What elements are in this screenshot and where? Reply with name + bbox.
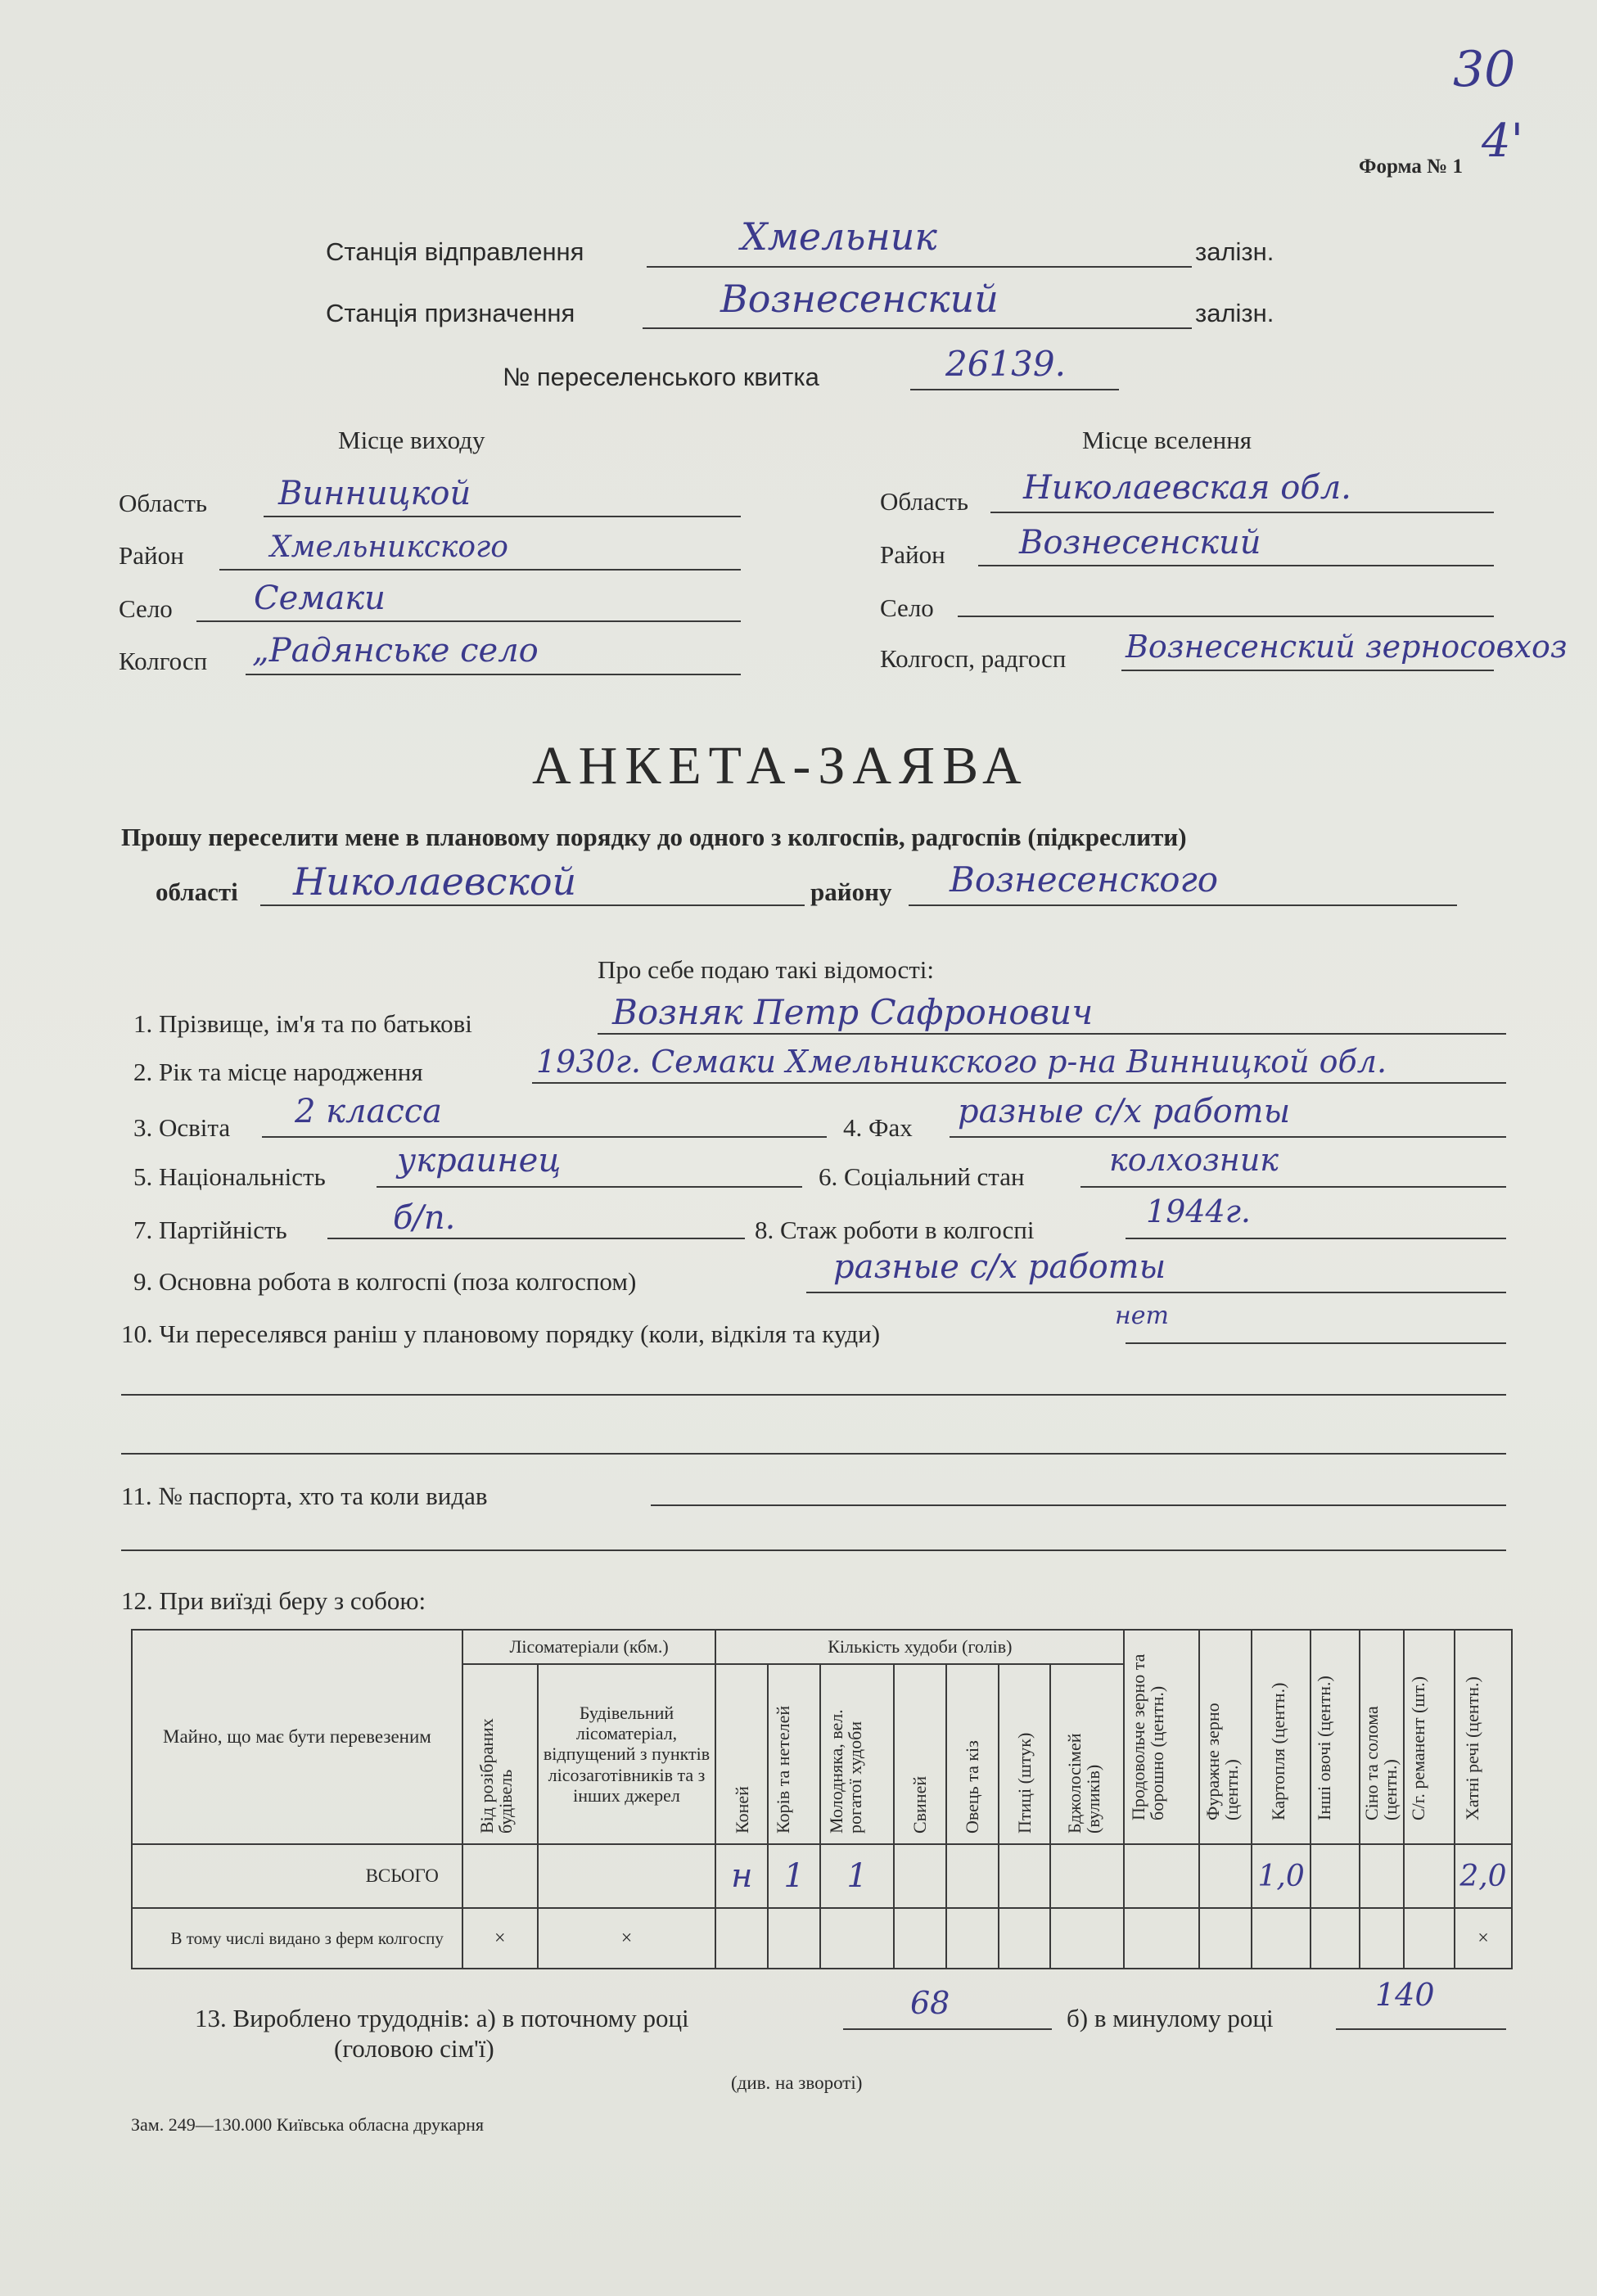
field-5-value: украинец <box>397 1142 562 1180</box>
exit-oblast-value: Винницкой <box>278 475 471 512</box>
field-5-label: 5. Національність <box>133 1162 326 1191</box>
field-10-label: 10. Чи переселявся раніш у плановому порядку (коли, відкіля та куди) <box>121 1319 881 1348</box>
request-oblast-value: Николаевской <box>293 859 577 904</box>
field-8-value: 1944г. <box>1146 1193 1251 1229</box>
settle-raion-value: Вознесенский <box>1019 524 1261 562</box>
field-12-label: 12. При виїзді беру з собою: <box>121 1586 426 1615</box>
workdays-sub: (головою сім'ї) <box>334 2034 494 2063</box>
grp-lumber-header: Лісоматеріали (кбм.) <box>462 1630 716 1664</box>
ticket-label: № переселенського квитка <box>503 363 819 391</box>
workdays-label: 13. Вироблено трудоднів: а) в поточному році <box>195 2004 689 2032</box>
col-bees-header: Бджолосімей (вуликів) <box>1050 1664 1124 1844</box>
field-6-value: колхозник <box>1109 1142 1279 1178</box>
workdays-prev-label: б) в минулому році <box>1067 2004 1274 2032</box>
field-2-label: 2. Рік та місце народження <box>133 1058 423 1086</box>
col-potato-header: Картопля (центн.) <box>1252 1630 1311 1844</box>
col-tools-header: С/г. реманент (шт.) <box>1404 1630 1455 1844</box>
col-cows-header: Корів та нетелей <box>768 1664 820 1844</box>
field-7-label: 7. Партійність <box>133 1216 287 1244</box>
rail-suffix-1: залізн. <box>1195 237 1274 266</box>
col-veg-header: Інші овочі (центн.) <box>1311 1630 1360 1844</box>
col-hay-header: Сіно та солома (центн.) <box>1360 1630 1404 1844</box>
workdays-prev-value: 140 <box>1375 1977 1435 2013</box>
field-1-label: 1. Прізвище, ім'я та по батькові <box>133 1009 472 1038</box>
col-sheep-header: Овець та кіз <box>946 1664 999 1844</box>
col-property-header: Майно, що має бути перевезеним <box>132 1630 462 1844</box>
field-3-value: 2 класса <box>295 1093 443 1130</box>
field-8-label: 8. Стаж роботи в колгоспі <box>755 1216 1035 1244</box>
field-3-label: 3. Освіта <box>133 1113 231 1142</box>
x-mark: × <box>538 1908 716 1969</box>
reverse-note: (див. на звороті) <box>731 2073 863 2093</box>
col-fodder-header: Фуражне зерно (центн.) <box>1199 1630 1252 1844</box>
total-household: 2,0 <box>1455 1844 1512 1908</box>
total-young: 1 <box>820 1844 894 1908</box>
x-mark: × <box>462 1908 538 1969</box>
info-heading: Про себе подаю такі відомості: <box>598 955 935 984</box>
request-raion-value: Вознесенского <box>950 859 1219 900</box>
field-1-value: Возняк Петр Сафронович <box>612 992 1094 1032</box>
row-total-label: ВСЬОГО <box>132 1844 462 1908</box>
field-2-value: 1930г. Семаки Хмельникского р-на Винницкой обл. <box>536 1044 1387 1080</box>
request-raion-label: району <box>810 877 892 906</box>
departure-label: Станція відправлення <box>326 237 584 266</box>
total-potato: 1,0 <box>1252 1844 1311 1908</box>
field-7-value: б/п. <box>393 1199 456 1237</box>
exit-oblast-label: Область <box>119 489 208 517</box>
request-text: Прошу переселити мене в плановому порядку до одного з колгоспів, радгоспів (підкреслити) <box>121 823 1187 851</box>
ticket-value: 26139. <box>945 344 1066 384</box>
field-9-value: разные с/х работы <box>833 1248 1166 1286</box>
settle-raion-label: Район <box>880 540 945 569</box>
rail-suffix-2: залізн. <box>1195 299 1274 327</box>
field-6-label: 6. Соціальний стан <box>819 1162 1025 1191</box>
settle-heading: Місце вселення <box>1082 426 1252 454</box>
workdays-current-value: 68 <box>910 1985 950 2021</box>
settle-selo-label: Село <box>880 593 934 622</box>
grp-livestock-header: Кількість худоби (голів) <box>715 1630 1124 1664</box>
total-horses: н <box>715 1844 768 1908</box>
col-birds-header: Птиці (штук) <box>999 1664 1051 1844</box>
col-household-header: Хатні речі (центн.) <box>1455 1630 1512 1844</box>
col-horses-header: Коней <box>715 1664 768 1844</box>
request-oblast-label: області <box>156 877 238 906</box>
exit-raion-label: Район <box>119 541 184 570</box>
exit-heading: Місце виходу <box>338 426 485 454</box>
x-mark: × <box>1455 1908 1512 1969</box>
col-pigs-header: Свиней <box>894 1664 946 1844</box>
total-cows: 1 <box>768 1844 820 1908</box>
field-10-value: нет <box>1115 1301 1169 1330</box>
field-9-label: 9. Основна робота в колгоспі (поза колгоспом) <box>133 1267 637 1296</box>
exit-selo-label: Село <box>119 594 173 623</box>
page-number: 30 <box>1453 41 1516 98</box>
row-farm-label: В тому числі видано з ферм колгоспу <box>132 1908 462 1969</box>
col-young-header: Молодняка, вел. рогатої худоби <box>820 1664 894 1844</box>
printer-imprint: Зам. 249—130.000 Київська обласна друкарня <box>131 2114 485 2135</box>
settle-kolhosp-label: Колгосп, радгосп <box>880 644 1067 673</box>
exit-selo-value: Семаки <box>254 580 386 617</box>
col-building-lumber-header: Будівельний лісоматеріал, відпущений з пунктів лісозаготівників та з інших джерел <box>538 1664 716 1844</box>
arrival-label: Станція призначення <box>326 299 575 327</box>
form-number: Форма № 1 <box>1359 156 1463 178</box>
col-grain-header: Продовольче зерно та борошно (центн.) <box>1124 1630 1199 1844</box>
settle-oblast-label: Область <box>880 487 969 516</box>
exit-raion-value: Хмельникского <box>270 530 508 564</box>
field-4-label: 4. Фах <box>843 1113 913 1142</box>
form-title: АНКЕТА-ЗАЯВА <box>532 736 1029 796</box>
field-11-label: 11. № паспорта, хто та коли видав <box>121 1482 488 1510</box>
arrival-value: Вознесенский <box>720 277 999 321</box>
col-dismantled-header: Від розібраних будівель <box>462 1664 538 1844</box>
exit-kolhosp-label: Колгосп <box>119 647 208 675</box>
exit-kolhosp-value: „Радянське село <box>252 632 539 670</box>
departure-value: Хмельник <box>741 214 937 259</box>
settle-oblast-value: Николаевская обл. <box>1023 469 1351 507</box>
goods-table <box>131 1629 1513 1969</box>
settle-kolhosp-value: Вознесенский зерносовхоз <box>1126 629 1568 665</box>
field-4-value: разные с/х работы <box>958 1093 1291 1130</box>
page-mark: 4' <box>1482 115 1524 168</box>
